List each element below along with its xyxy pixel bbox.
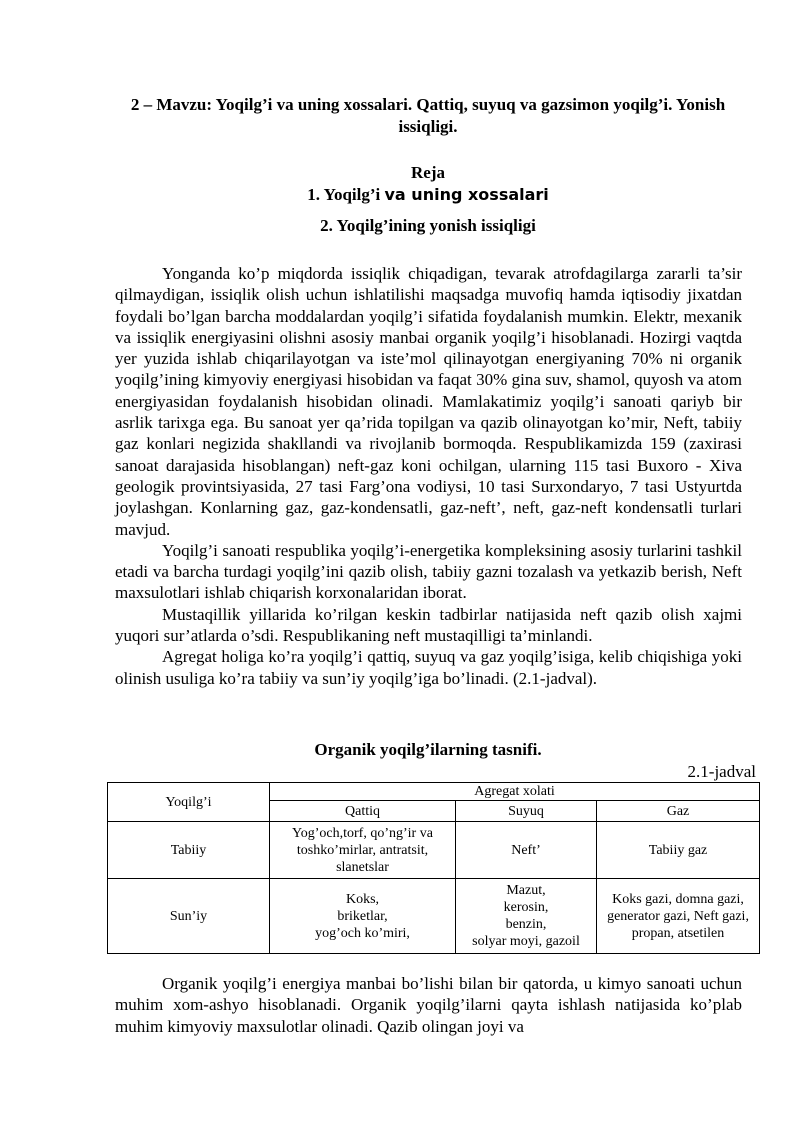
table-header-fuel: Yoqilg’i bbox=[108, 783, 270, 822]
paragraph: Agregat holiga ko’ra yoqilg’i qattiq, suyuq va gaz yoqilg’isiga, kelib chiqishiga yoki olinish usuliga ko’ra tabiiy va sun’iy yoqilg’iga bo’linadi. (2.1-jadval). bbox=[115, 647, 742, 688]
plan-item-1 bbox=[0, 184, 800, 206]
plan-item-2: 2. Yoqilg’ining yonish issiqligi bbox=[320, 216, 536, 235]
table-header-solid: Qattiq bbox=[270, 801, 456, 822]
table-cell: Neft’ bbox=[456, 822, 597, 879]
plan-heading: Reja bbox=[411, 163, 445, 182]
intro-text bbox=[115, 263, 742, 689]
paragraph: Yonganda ko’p miqdorda issiqlik chiqadigan, tevarak atrofdagilarga zararli ta’sir qilmaydigan, issiqlik olish uchun ishlatilishi maqsadga muvofiq hamda iqtisodiy jixatdan foydali bo’lgan barcha moddalardan yoqilg’i sifatida foydalanish mumkin. Elektr, mexanik va issiqlik energiyasini olishni asosiy manbai organik yoqilg’i hisoblanadi. Hozirgi vaqtda yer yuzida ishlab chiqarilayotgan va iste’mol qilinayotgan energiyaning 70% ni organik yoqilg’ining kimyoviy energiyasi hisobidan va faqat 30% gina suv, shamol, quyosh va atom energiyasidan foydalanish hisobidan olinadi. Mamlakatimiz yoqilg’i sanoati qariyb bir asrlik tarixga ega. Bu sanoat yer qa’rida topilgan va qazib olinayotgan ko’mir, Neft, tabiiy gaz konlari negizida shakllandi va rivojlanib bormoqda. Respublikamizda 159 (zaxirasi sanoat darajasida hisoblangan) neft-gaz koni ochilgan, ularning 115 tasi Buxoro - Xiva geologik provintsiyasida, 27 tasi Farg’ona vodiysi, 10 tasi Surxondaryo, 7 tasi Ustyurtda joylashgan. Konlarning gaz, gaz-kondensatli, gaz-neft’, neft, gaz-neft kondensatli turlari mavjud. bbox=[115, 264, 742, 539]
plan-item-1-prefix: 1. Yoqilg’i bbox=[307, 185, 385, 204]
table-cell: Koks, briketlar, yog’och ko’miri, bbox=[270, 879, 456, 954]
fuel-classification-table bbox=[107, 782, 760, 954]
table-cell: Koks gazi, domna gazi, generator gazi, Neft gazi, propan, atsetilen bbox=[597, 879, 760, 954]
closing-text bbox=[115, 973, 742, 1037]
paragraph: Organik yoqilg’i energiya manbai bo’lishi bilan bir qatorda, u kimyo sanoati uchun muhim xom-ashyo hisoblanadi. Organik yoqilg’ilarni qayta ishlash natijasida ko’plab muhim kimyoviy maxsulotlar olinadi. Qazib olingan joyi va bbox=[115, 974, 742, 1036]
table-row bbox=[108, 879, 760, 954]
paragraph: Mustaqillik yillarida ko’rilgan keskin tadbirlar natijasida neft qazib olish xajmi yuqori sur’atlarda o’sdi. Respublikaning neft mustaqilligi ta’minlandi. bbox=[115, 604, 742, 646]
table-header-aggregate-state: Agregat xolati bbox=[270, 783, 760, 801]
table-header-gas: Gaz bbox=[597, 801, 760, 822]
table-header-liquid: Suyuq bbox=[456, 801, 597, 822]
plan-item-1-rest: va uning xossalari bbox=[384, 185, 549, 204]
table-caption: Organik yoqilg’ilarning tasnifi. bbox=[314, 740, 542, 759]
paragraph: Yoqilg’i sanoati respublika yoqilg’i-energetika kompleksining asosiy turlarini tashkil etadi va barcha turdagi yoqilg’ini qazib olish, tabiiy gazni tozalash va yetkazib berish, Neft maxsulotlari ishlab chiqarish korxonalaridan iborat. bbox=[115, 540, 742, 603]
row-label-natural: Tabiiy bbox=[108, 822, 270, 879]
table-cell: Yog’och,torf, qo’ng’ir va toshko’mirlar, antratsit, slanetslar bbox=[270, 822, 456, 879]
table-cell: Tabiiy gaz bbox=[597, 822, 760, 879]
table-number: 2.1-jadval bbox=[687, 762, 756, 781]
table-cell: Mazut, kerosin, benzin, solyar moyi, gazoil bbox=[456, 879, 597, 954]
row-label-artificial: Sun’iy bbox=[108, 879, 270, 954]
document-title: 2 – Mavzu: Yoqilg’i va uning xossalari. Qattiq, suyuq va gazsimon yoqilg’i. Yonish issiqligi. bbox=[130, 95, 726, 136]
table-row bbox=[108, 822, 760, 879]
